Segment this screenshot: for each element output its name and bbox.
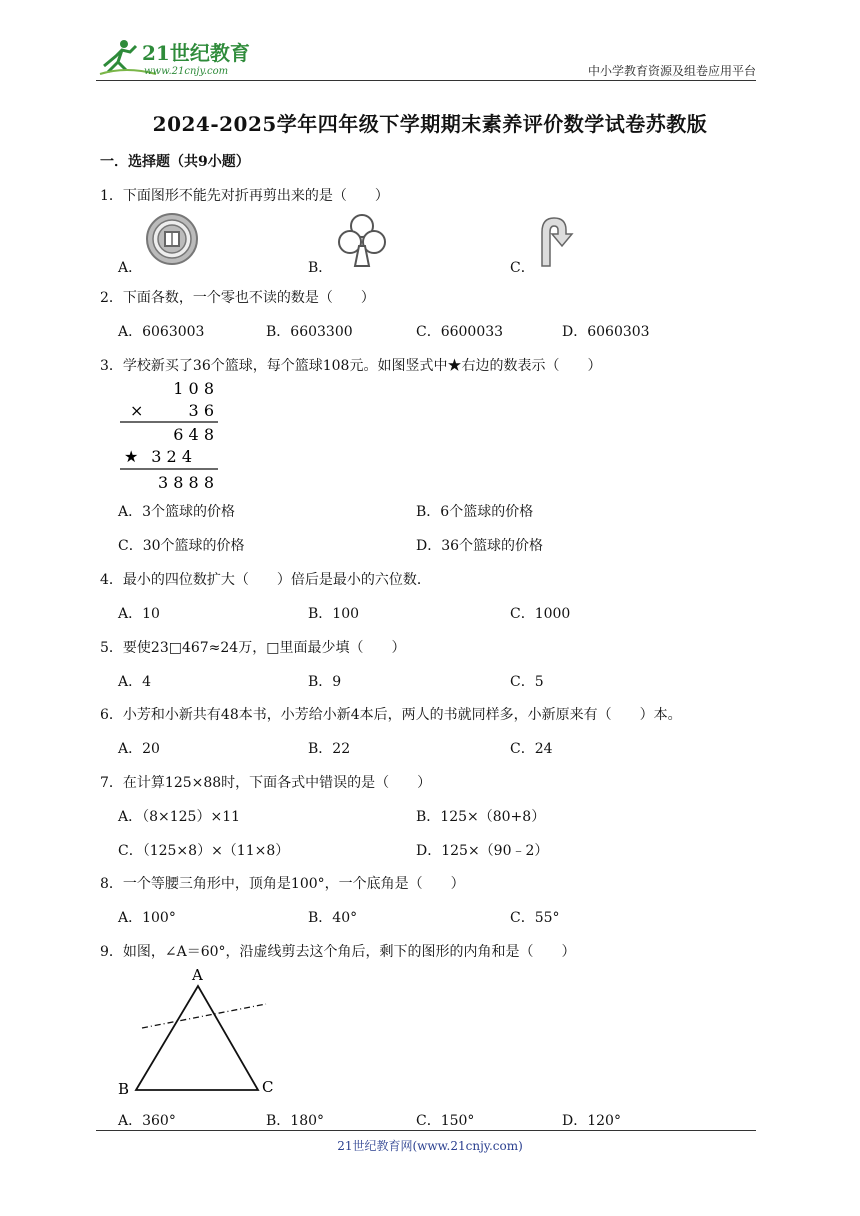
hook-arrow-shape-icon: [536, 212, 576, 270]
q9-option-c: C．150°: [416, 1113, 475, 1129]
q3-option-d: D．36个篮球的价格: [416, 538, 544, 554]
q7-option-d: D．125×（90﹣2）: [416, 843, 549, 859]
q3-option-a: A．3个篮球的价格: [118, 504, 236, 520]
triangle-abc-figure: [116, 962, 278, 1098]
site-logo: [96, 36, 266, 80]
q9-option-d: D．120°: [562, 1113, 621, 1129]
q3-option-c: C．30个篮球的价格: [118, 538, 245, 554]
vertical-multiplication-figure: [118, 376, 222, 494]
question-7-stem: 7．在计算125×88时，下面各式中错误的是（ ）: [100, 775, 432, 791]
question-8-stem: 8．一个等腰三角形中，顶角是100°，一个底角是（ ）: [100, 876, 465, 892]
q7-option-b: B．125×（80+8）: [416, 809, 546, 825]
q2-option-c: C．6600033: [416, 324, 504, 340]
q7-option-c: C．（125×8）×（11×8）: [118, 843, 290, 859]
q9-option-a: A．360°: [118, 1113, 176, 1129]
q9-option-b: B．180°: [266, 1113, 325, 1129]
q2-option-b: B．6603300: [266, 324, 353, 340]
calc-partial1: 6 4 8: [173, 425, 214, 444]
vertex-c-label: C: [262, 1078, 274, 1096]
coin-shape-icon: [145, 212, 199, 266]
star-icon: ★: [124, 447, 139, 466]
logo-text: 21世纪教育: [142, 41, 250, 65]
q8-option-c: C．55°: [510, 910, 560, 926]
header-divider: [96, 80, 756, 81]
question-9-stem: 9．如图，∠A＝60°，沿虚线剪去这个角后，剩下的图形的内角和是（ ）: [100, 944, 576, 960]
q6-option-c: C．24: [510, 741, 553, 757]
question-3-stem: 3．学校新买了36个篮球，每个篮球108元。如图竖式中★右边的数表示（ ）: [100, 358, 602, 374]
q7-option-a: A．（8×125）×11: [118, 809, 241, 825]
calc-line2: 3 6: [188, 401, 214, 420]
q2-option-a: A．6063003: [118, 324, 205, 340]
q6-option-a: A．20: [118, 741, 160, 757]
q8-option-a: A．100°: [118, 910, 176, 926]
calc-times: ×: [130, 401, 144, 420]
q1-option-c: C．: [510, 260, 535, 276]
question-6-stem: 6．小芳和小新共有48本书，小芳给小新4本后，两人的书就同样多，小新原来有（ ）本。: [100, 707, 682, 723]
calc-partial2: 3 2 4: [151, 447, 192, 466]
footer-site-link[interactable]: 21世纪教育网(www.21cnjy.com): [337, 1139, 523, 1153]
section-heading: 一．选择题（共9小题）: [100, 154, 250, 170]
q8-option-b: B．40°: [308, 910, 358, 926]
calc-result: 3 8 8 8: [158, 473, 214, 492]
q5-option-b: B．9: [308, 674, 342, 690]
calc-line1: 1 0 8: [173, 379, 214, 398]
club-shape-icon: [335, 212, 389, 270]
header-platform-text: 中小学教育资源及组卷应用平台: [587, 64, 756, 78]
page-title: 2024-2025学年四年级下学期期末素养评价数学试卷苏教版: [152, 112, 708, 136]
question-5-stem: 5．要使23□467≈24万，□里面最少填（ ）: [100, 640, 406, 656]
question-4-stem: 4．最小的四位数扩大（ ）倍后是最小的六位数．: [100, 572, 431, 588]
question-1-stem: 1．下面图形不能先对折再剪出来的是（ ）: [100, 188, 389, 204]
q6-option-b: B．22: [308, 741, 351, 757]
q3-option-b: B．6个篮球的价格: [416, 504, 534, 520]
q2-option-d: D．6060303: [562, 324, 650, 340]
vertex-a-label: A: [192, 966, 203, 984]
question-2-stem: 2．下面各数，一个零也不读的数是（ ）: [100, 290, 375, 306]
q4-option-c: C．1000: [510, 606, 571, 622]
footer-divider: [96, 1130, 756, 1131]
vertex-b-label: B: [118, 1080, 130, 1098]
q1-option-b: B．: [308, 260, 333, 276]
q5-option-c: C．5: [510, 674, 544, 690]
q4-option-a: A．10: [118, 606, 160, 622]
logo-url: www.21cnjy.com: [144, 66, 229, 77]
q4-option-b: B．100: [308, 606, 360, 622]
q5-option-a: A．4: [118, 674, 152, 690]
q1-option-a: A．: [118, 260, 143, 276]
